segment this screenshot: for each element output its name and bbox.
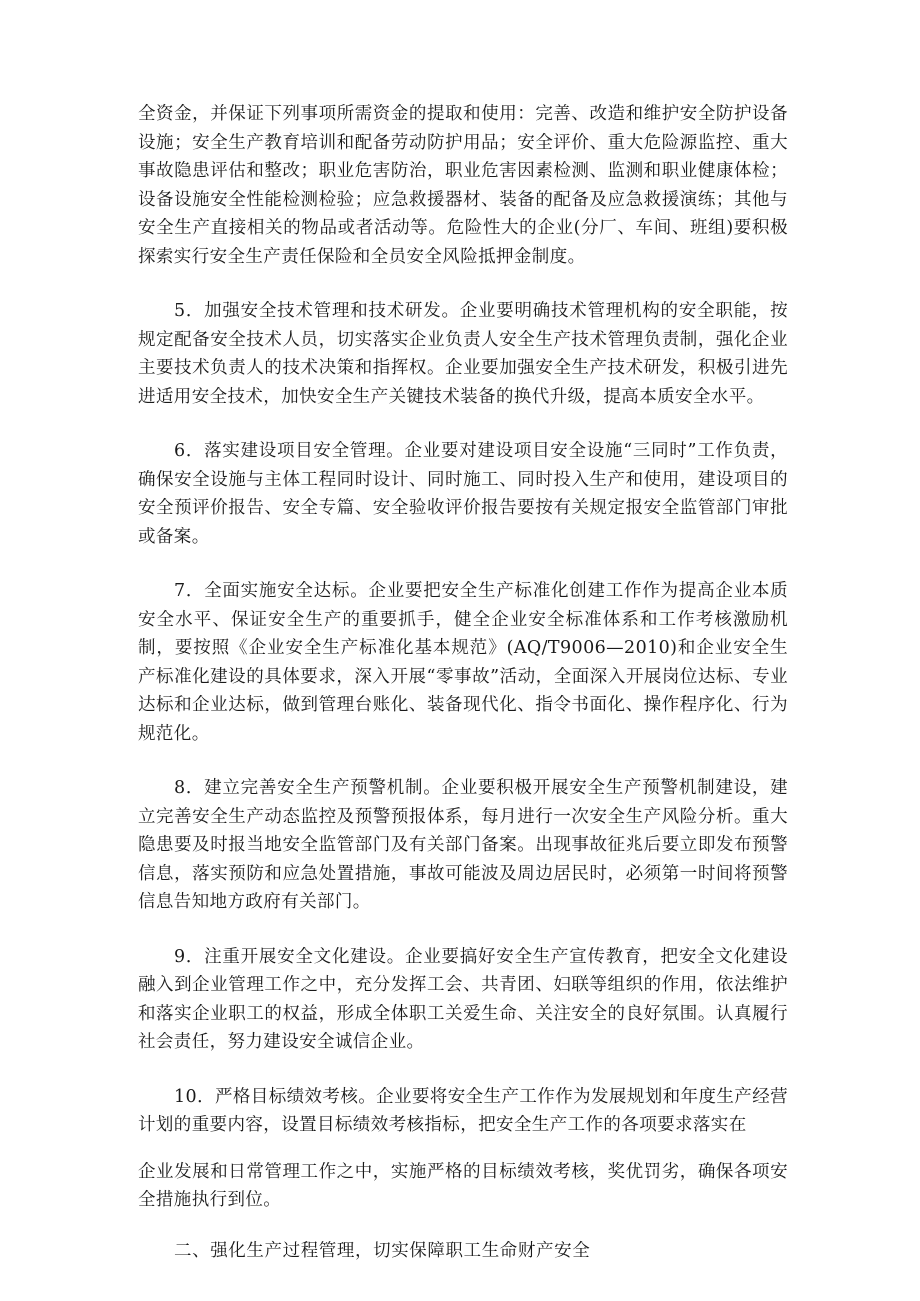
paragraph-item-10-continued: 企业发展和日常管理工作之中，实施严格的目标绩效考核，奖优罚劣，确保各项安全措施执行到位。 — [138, 1161, 788, 1210]
paragraph-item-6: 6．落实建设项目安全管理。企业要对建设项目安全设施“三同时”工作负责，确保安全设施与主体工程同时设计、同时施工、同时投入生产和使用，建设项目的安全预评价报告、安全专篇、安全验收评价报告要按有关规定报安全监管部门审批或备案。 — [138, 441, 788, 547]
paragraph-funding: 全资金，并保证下列事项所需资金的提取和使用：完善、改造和维护安全防护设备设施；安全生产教育培训和配备劳动防护用品；安全评价、重大危险源监控、重大事故隐患评估和整改；职业危害防治，职业危害因素检测、监测和职业健康体检；设备设施安全性能检测检验；应急救援器材、装备的配备及应急救援演练；其他与安全生产直接相关的物品或者活动等。危险性大的企业(分厂、车间、班组)要积极探索实行安全生产责任保险和全员安全风险抵押金制度。 — [138, 104, 788, 267]
paragraph-item-8: 8．建立完善安全生产预警机制。企业要积极开展安全生产预警机制建设，建立完善安全生产动态监控及预警预报体系，每月进行一次安全生产风险分析。重大隐患要及时报当地安全监管部门及有关部门备案。出现事故征兆后要立即发布预警信息，落实预防和应急处置措施，事故可能波及周边居民时，必须第一时间将预警信息告知地方政府有关部门。 — [138, 778, 788, 912]
document-page — [138, 100, 788, 1265]
paragraph-item-10: 10．严格目标绩效考核。企业要将安全生产工作作为发展规划和年度生产经营计划的重要内容，设置目标绩效考核指标，把安全生产工作的各项要求落实在 — [138, 1086, 788, 1135]
paragraph-item-7: 7．全面实施安全达标。企业要把安全生产标准化创建工作作为提高企业本质安全水平、保证安全生产的重要抓手，健全企业安全标准体系和工作考核激励机制，要按照《企业安全生产标准化基本规范》(AQ/T9006—2010)和企业安全生产标准化建设的具体要求，深入开展“零事故”活动，全面深入开展岗位达标、专业达标和企业达标，做到管理台账化、装备现代化、指令书面化、操作程序化、行为规范化。 — [138, 581, 788, 744]
section-heading: 二、强化生产过程管理，切实保障职工生命财产安全 — [174, 1240, 591, 1261]
paragraph-item-5: 5．加强安全技术管理和技术研发。企业要明确技术管理机构的安全职能，按规定配备安全技术人员，切实落实企业负责人安全生产技术管理负责制，强化企业主要技术负责人的技术决策和指挥权。企业要加强安全生产技术研发，积极引进先进适用安全技术，加快安全生产关键技术装备的换代升级，提高本质安全水平。 — [138, 301, 788, 407]
paragraph-item-9: 9．注重开展安全文化建设。企业要搞好安全生产宣传教育，把安全文化建设融入到企业管理工作之中，充分发挥工会、共青团、妇联等组织的作用，依法维护和落实企业职工的权益，形成全体职工关爱生命、关注安全的良好氛围。认真履行社会责任，努力建设安全诚信企业。 — [138, 946, 788, 1052]
